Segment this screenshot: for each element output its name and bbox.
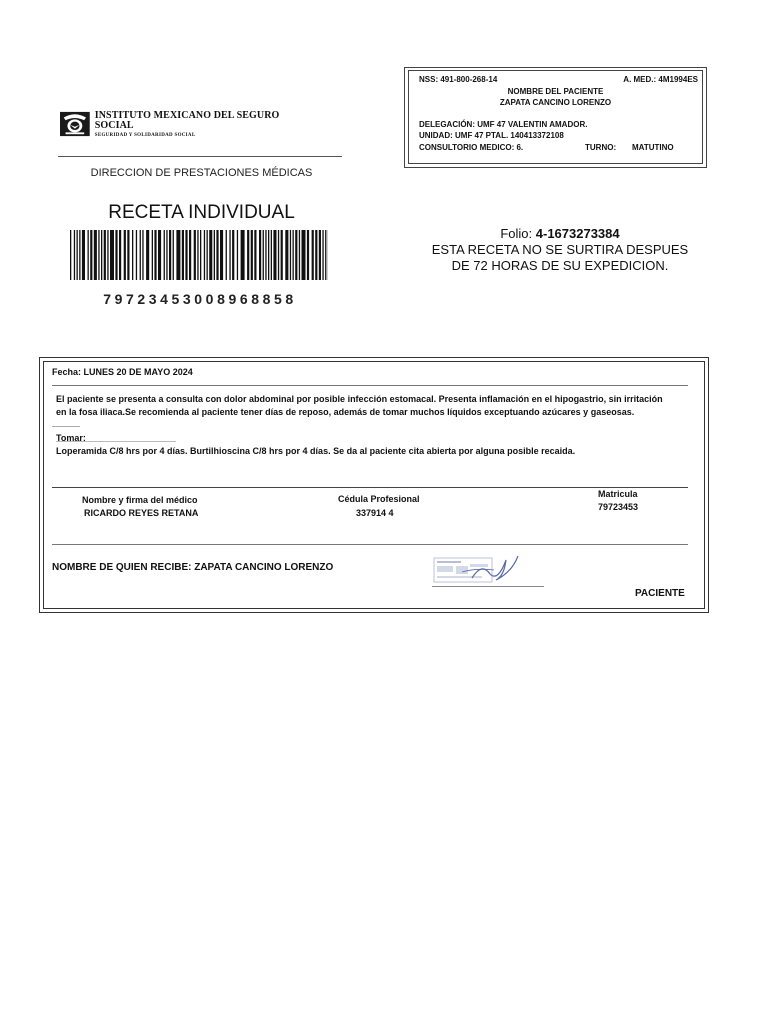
folio-label: Folio:: [500, 226, 536, 241]
barcode-bar: [273, 230, 276, 280]
barcode-bar: [197, 230, 198, 280]
barcode-bar: [194, 230, 196, 280]
a-med-field: A. MED.: 4M1994ES: [623, 75, 698, 84]
barcode-bar: [90, 230, 92, 280]
barcode-bar: [220, 230, 223, 280]
barcode-bar: [322, 230, 323, 280]
barcode-bar: [278, 230, 279, 280]
matricula-value: 79723453: [598, 502, 639, 512]
barcode-bar: [302, 230, 306, 280]
barcode-bar: [169, 230, 171, 280]
cedula-value: 337914 4: [356, 508, 394, 518]
imss-logo: [60, 110, 305, 138]
treatment-text: Loperamida C/8 hrs por 4 días. Burtilhioscina C/8 hrs por 4 días. Se da al paciente cita abierta por alguna posible recaida.: [56, 446, 576, 456]
document-title: RECETA INDIVIDUAL: [108, 202, 295, 223]
barcode-bar: [271, 230, 272, 280]
signature-stamp-icon: [432, 552, 547, 588]
prescription-inner: [43, 361, 705, 609]
barcode-bar: [104, 230, 106, 280]
barcode-bar: [315, 230, 317, 280]
barcode-bar: [94, 230, 97, 280]
barcode-bar: [200, 230, 201, 280]
paciente-label: PACIENTE: [635, 588, 685, 599]
doctor-name: RICARDO REYES RETANA: [84, 508, 199, 518]
barcode-icon: [70, 230, 330, 280]
barcode-bar: [251, 230, 253, 280]
barcode-bar: [229, 230, 230, 280]
unidad-field: UNIDAD: UMF 47 PTAL. 140413372108: [419, 131, 564, 140]
barcode-bar: [107, 230, 108, 280]
barcode-bar: [214, 230, 215, 280]
barcode-bar: [185, 230, 187, 280]
patient-info-inner: [408, 70, 703, 164]
institution-subtitle: SEGURIDAD Y SOLIDARIDAD SOCIAL: [94, 132, 196, 138]
barcode-bar: [152, 230, 153, 280]
direccion-label: DIRECCION DE PRESTACIONES MÉDICAS: [90, 167, 313, 179]
barcode-bar: [325, 230, 326, 280]
receiver-name: NOMBRE DE QUIEN RECIBE: ZAPATA CANCINO LORENZO: [52, 562, 334, 573]
barcode-bar: [124, 230, 126, 280]
barcode-bar: [158, 230, 161, 280]
divider: [52, 426, 80, 427]
barcode-bar: [232, 230, 234, 280]
barcode-bar: [293, 230, 294, 280]
barcode-bar: [164, 230, 165, 280]
doctor-label: Nombre y firma del médico: [82, 495, 198, 505]
folio: [418, 226, 702, 241]
barcode-bar: [154, 230, 156, 280]
patient-name-label: NOMBRE DEL PACIENTE: [507, 87, 604, 96]
folio-number: 4-1673273384: [535, 226, 620, 241]
barcode-bar: [263, 230, 264, 280]
consultorio-field: CONSULTORIO MEDICO: 6.: [419, 143, 524, 152]
barcode-bar: [259, 230, 261, 280]
turno-label: TURNO:: [585, 143, 617, 152]
barcode-bar: [101, 230, 102, 280]
barcode-bar: [265, 230, 266, 280]
delegacion-field: DELEGACIÓN: UMF 47 VALENTIN AMADOR.: [419, 120, 588, 129]
barcode-bar: [82, 230, 85, 280]
barcode-bar: [226, 230, 227, 280]
barcode-bar: [299, 230, 300, 280]
diagnosis-line1: El paciente se presenta a consulta con dolor abdominal por posible infección estomacal. Presenta inflamación en el hipogastrio, sin irritación: [56, 394, 663, 404]
fecha-field: Fecha: LUNES 20 DE MAYO 2024: [52, 367, 193, 377]
divider: [52, 544, 688, 545]
barcode-bar: [88, 230, 89, 280]
barcode-bar: [110, 230, 114, 280]
divider: [56, 441, 176, 442]
divider: [52, 385, 688, 386]
barcode-bar: [173, 230, 174, 280]
institution-name: INSTITUTO MEXICANO DEL SEGURO SOCIAL: [94, 109, 280, 131]
barcode-bar: [268, 230, 269, 280]
barcode-bar: [281, 230, 283, 280]
barcode-bar: [285, 230, 288, 280]
barcode-bar: [307, 230, 309, 280]
barcode-bar: [119, 230, 121, 280]
patient-name-value: ZAPATA CANCINO LORENZO: [499, 98, 612, 107]
patient-info-box: [404, 67, 707, 168]
matricula-label: Matricula: [598, 489, 638, 499]
barcode-bar: [132, 230, 133, 280]
turno-value: MATUTINO: [632, 143, 674, 152]
barcode-bar: [127, 230, 129, 280]
barcode-bar: [204, 230, 205, 280]
header-divider: [58, 156, 342, 157]
barcode-bar: [176, 230, 180, 280]
prescription-box: [39, 357, 709, 613]
validity-notice-line1: ESTA RECETA NO SE SURTIRA DESPUES: [431, 242, 689, 257]
signature-line: [432, 586, 544, 587]
logo-text: [95, 111, 305, 138]
imss-eagle-emblem-icon: [60, 111, 90, 137]
barcode-bar: [295, 230, 297, 280]
diagnosis-line2: en la fosa iliaca.Se recomienda al paciente tener días de reposo, además de tomar muchos líquidos exceptuando azúcares y gaseosas.: [56, 407, 635, 417]
barcode-bar: [70, 230, 71, 280]
barcode-number: 79723453008968858: [103, 291, 297, 307]
cedula-label: Cédula Profesional: [338, 494, 420, 504]
barcode-bar: [146, 230, 149, 280]
barcode-bar: [207, 230, 208, 280]
barcode-bar: [254, 230, 256, 280]
barcode-bar: [182, 230, 184, 280]
barcode-bar: [115, 230, 117, 280]
barcode-bar: [136, 230, 137, 280]
barcode-bar: [216, 230, 218, 280]
barcode-bar: [241, 230, 245, 280]
barcode-bar: [209, 230, 212, 280]
barcode-bar: [79, 230, 80, 280]
nss-field: NSS: 491-800-268-14: [419, 75, 498, 84]
barcode-bar: [290, 230, 291, 280]
barcode-bar: [237, 230, 238, 280]
barcode-bar: [140, 230, 141, 280]
validity-notice-line2: DE 72 HORAS DE SU EXPEDICION.: [451, 258, 669, 273]
barcode-bar: [312, 230, 314, 280]
barcode-bar: [166, 230, 167, 280]
barcode-bar: [189, 230, 191, 280]
barcode-bar: [74, 230, 75, 280]
barcode-bar: [319, 230, 321, 280]
barcode-bar: [98, 230, 99, 280]
barcode-bar: [247, 230, 249, 280]
tomar-label: Tomar:: [56, 433, 86, 443]
divider: [52, 487, 688, 488]
barcode-bar: [142, 230, 143, 280]
barcode-bar: [77, 230, 78, 280]
